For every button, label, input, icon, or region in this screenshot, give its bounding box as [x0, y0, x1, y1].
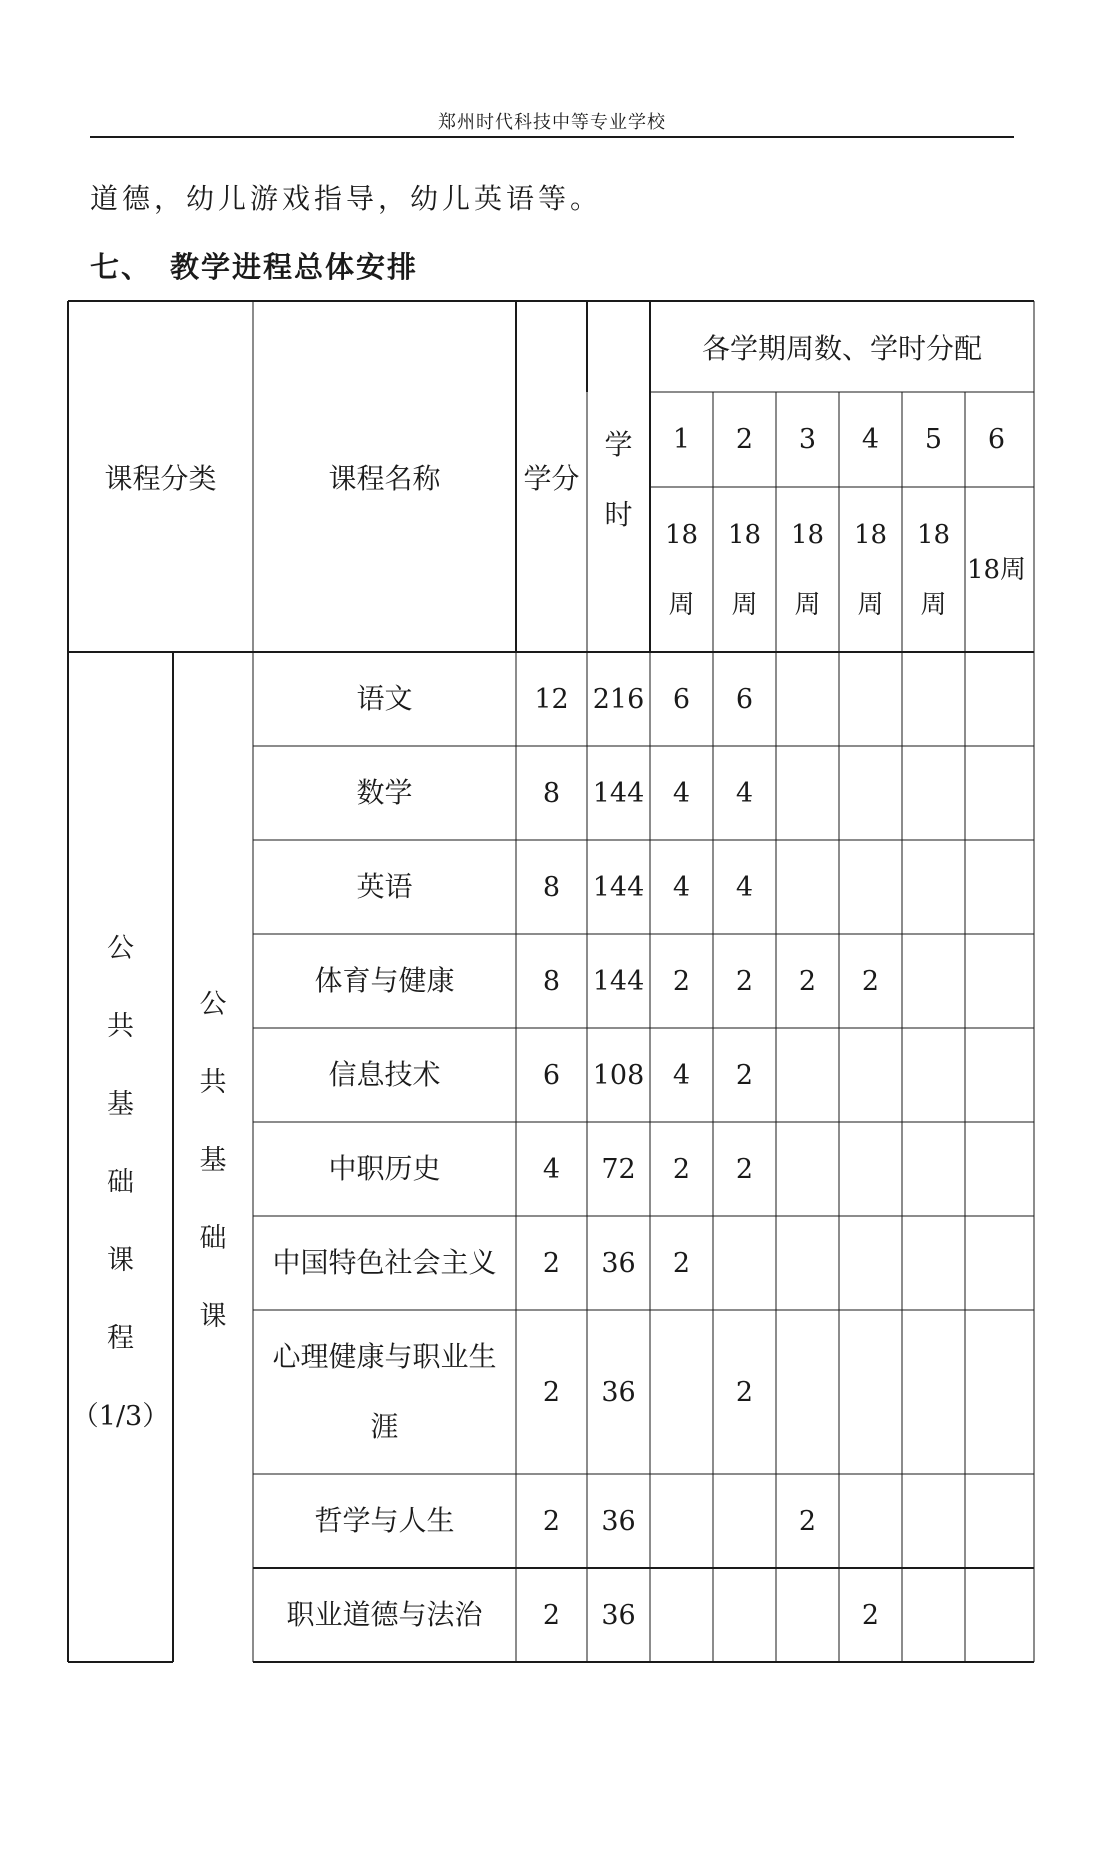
body-paragraph: 道德，幼儿游戏指导，幼儿英语等。: [90, 182, 603, 215]
semester-weeks: [776, 487, 839, 652]
course-credit: 12: [534, 683, 569, 715]
course-semester-hours: [713, 1568, 776, 1662]
course-name-text-line2: 涯: [370, 1410, 399, 1443]
course-semester-hours: [902, 840, 965, 934]
course-semester-hours: [902, 746, 965, 840]
course-name: [253, 1568, 516, 1662]
semester-weeks: [713, 487, 776, 652]
category-outer-char: 公: [107, 933, 134, 964]
course-hours: 144: [592, 965, 645, 997]
semester-weeks-unit: 周: [668, 589, 695, 620]
semester-number: 4: [861, 424, 880, 455]
course-semester-hours: [839, 746, 902, 840]
course-semester-hours: 2: [672, 965, 691, 997]
course-name-text: 英语: [356, 870, 413, 903]
course-semester-hours: 2: [672, 1153, 691, 1185]
course-hours: 36: [601, 1599, 636, 1631]
course-hours: 72: [601, 1153, 636, 1185]
col-header-hours-bottom: 时: [604, 497, 633, 531]
course-hours: 144: [592, 871, 645, 903]
category-inner: [173, 652, 253, 1662]
course-semester-hours: [965, 1122, 1028, 1216]
category-inner-char: 课: [199, 1301, 227, 1332]
category-outer-char: （1/3）: [71, 1401, 170, 1432]
course-semester-hours: [839, 840, 902, 934]
category-outer-char: 共: [107, 1011, 134, 1042]
course-semester-hours: [776, 652, 839, 746]
course-credit: 4: [542, 1153, 561, 1185]
col-header-category: 课程分类: [104, 461, 217, 495]
course-semester-hours: 2: [798, 1505, 817, 1537]
course-credit: 2: [542, 1376, 561, 1408]
course-semester-hours: [839, 1216, 902, 1310]
course-semester-hours: [776, 1310, 839, 1474]
category-outer-char: 程: [107, 1323, 134, 1354]
col-header-semesters: 各学期周数、学时分配: [701, 331, 982, 365]
course-semester-hours: [839, 1122, 902, 1216]
course-name-text: 中国特色社会主义: [272, 1246, 497, 1279]
course-semester-hours: 2: [672, 1247, 691, 1279]
course-credit: 6: [542, 1059, 561, 1091]
col-header-credit: 学分: [523, 461, 580, 495]
course-semester-hours: [902, 1474, 965, 1568]
course-semester-hours: [776, 1568, 839, 1662]
semester-weeks-unit: 周: [794, 589, 821, 620]
course-name: [253, 1028, 516, 1122]
page-header: 郑州时代科技中等专业学校: [438, 112, 666, 133]
semester-weeks: [902, 487, 965, 652]
course-semester-hours: 2: [735, 1059, 754, 1091]
category-outer-char: 课: [107, 1245, 134, 1276]
course-semester-hours: [902, 1216, 965, 1310]
course-name: [253, 934, 516, 1028]
category-inner-char: 础: [199, 1223, 227, 1254]
semester-number: 2: [735, 424, 754, 455]
course-semester-hours: 2: [798, 965, 817, 997]
course-credit: 8: [542, 965, 561, 997]
course-semester-hours: [776, 1028, 839, 1122]
course-semester-hours: [902, 1028, 965, 1122]
course-semester-hours: [965, 1028, 1028, 1122]
course-name: [253, 1474, 516, 1568]
course-hours: 144: [592, 777, 645, 809]
semester-number: 6: [987, 424, 1006, 455]
semester-weeks-number: 18: [727, 519, 762, 550]
section-title-text: 教学进程总体安排: [170, 250, 419, 284]
course-hours: 36: [601, 1376, 636, 1408]
course-semester-hours: [650, 1474, 713, 1568]
course-semester-hours: 2: [861, 1599, 880, 1631]
course-semester-hours: [965, 652, 1028, 746]
course-name: [253, 652, 516, 746]
course-name-text: 数学: [356, 776, 413, 809]
course-name-text: 语文: [356, 682, 413, 715]
semester-number: 5: [924, 424, 943, 455]
semester-weeks-unit: 周: [731, 589, 758, 620]
course-semester-hours: [839, 1028, 902, 1122]
course-semester-hours: [902, 1310, 965, 1474]
semester-weeks: [839, 487, 902, 652]
course-hours: 216: [592, 683, 645, 715]
course-semester-hours: [839, 1310, 902, 1474]
course-semester-hours: [902, 1568, 965, 1662]
course-semester-hours: [713, 1474, 776, 1568]
course-semester-hours: 2: [735, 965, 754, 997]
category-inner-char: 基: [199, 1145, 227, 1176]
course-semester-hours: [902, 1122, 965, 1216]
course-semester-hours: [776, 1216, 839, 1310]
course-semester-hours: 4: [672, 871, 691, 903]
semester-weeks-number: 18: [790, 519, 825, 550]
course-semester-hours: [965, 1310, 1028, 1474]
course-name: [253, 1122, 516, 1216]
course-semester-hours: 6: [735, 683, 754, 715]
semester-weeks-number: 18: [916, 519, 951, 550]
course-hours: 36: [601, 1247, 636, 1279]
semester-weeks-number: 18: [853, 519, 888, 550]
course-semester-hours: 4: [672, 1059, 691, 1091]
course-credit: 8: [542, 777, 561, 809]
course-name-text: 体育与健康: [314, 964, 455, 997]
course-semester-hours: [839, 652, 902, 746]
course-semester-hours: 4: [672, 777, 691, 809]
course-semester-hours: 6: [672, 683, 691, 715]
course-semester-hours: 2: [735, 1376, 754, 1408]
course-hours: 108: [592, 1059, 645, 1091]
course-semester-hours: [965, 934, 1028, 1028]
category-inner-char: 公: [199, 989, 227, 1020]
category-inner-char: 共: [199, 1067, 227, 1098]
semester-weeks-number: 18: [664, 519, 699, 550]
course-credit: 2: [542, 1599, 561, 1631]
course-semester-hours: [965, 840, 1028, 934]
category-outer: [68, 652, 173, 1662]
course-hours: 36: [601, 1505, 636, 1537]
course-semester-hours: 2: [861, 965, 880, 997]
course-semester-hours: [713, 1216, 776, 1310]
course-name: [253, 1216, 516, 1310]
course-semester-hours: [776, 746, 839, 840]
course-semester-hours: [902, 934, 965, 1028]
semester-weeks: [965, 487, 1028, 652]
col-header-hours-top: 学: [604, 427, 633, 461]
course-semester-hours: [839, 1474, 902, 1568]
course-name-text: 心理健康与职业生: [272, 1340, 497, 1373]
course-semester-hours: [902, 652, 965, 746]
course-semester-hours: [965, 746, 1028, 840]
semester-weeks-number: 18周: [966, 554, 1027, 585]
course-name: [253, 1310, 516, 1474]
semester-weeks: [650, 487, 713, 652]
course-name-text: 职业道德与法治: [286, 1598, 483, 1631]
course-name: [253, 840, 516, 934]
course-name-text: 中职历史: [328, 1152, 441, 1185]
category-outer-char: 础: [107, 1167, 134, 1198]
category-outer-char: 基: [107, 1089, 134, 1120]
course-semester-hours: [776, 1122, 839, 1216]
course-semester-hours: [965, 1568, 1028, 1662]
course-name: [253, 746, 516, 840]
course-semester-hours: [965, 1216, 1028, 1310]
course-name-text: 哲学与人生: [314, 1504, 455, 1537]
course-semester-hours: [650, 1568, 713, 1662]
semester-weeks-unit: 周: [920, 589, 947, 620]
semester-weeks-unit: 周: [857, 589, 884, 620]
course-semester-hours: [650, 1310, 713, 1474]
course-semester-hours: 4: [735, 871, 754, 903]
course-credit: 2: [542, 1505, 561, 1537]
course-credit: 2: [542, 1247, 561, 1279]
col-header-name: 课程名称: [328, 461, 441, 495]
course-credit: 8: [542, 871, 561, 903]
course-semester-hours: 4: [735, 777, 754, 809]
semester-number: 3: [798, 424, 817, 455]
course-semester-hours: 2: [735, 1153, 754, 1185]
course-name-text: 信息技术: [328, 1058, 441, 1091]
course-semester-hours: [776, 840, 839, 934]
course-semester-hours: [965, 1474, 1028, 1568]
section-number: 七、: [90, 250, 153, 284]
semester-number: 1: [672, 424, 691, 455]
